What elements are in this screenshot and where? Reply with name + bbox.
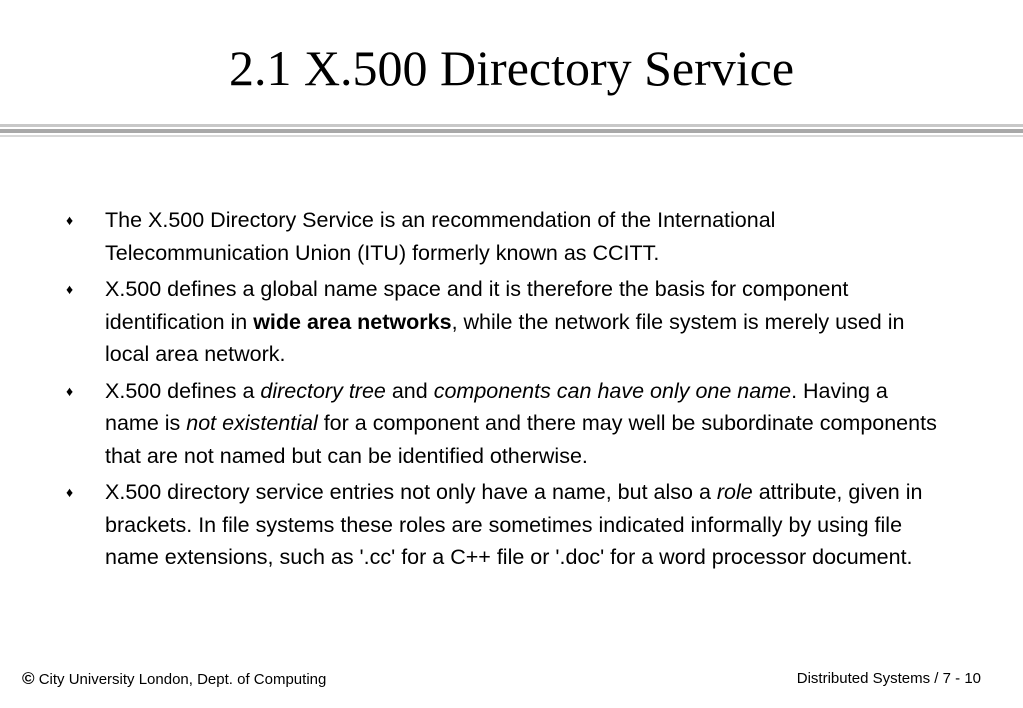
bullet-item-1 [66, 204, 946, 269]
diamond-bullet-icon: ♦ [66, 382, 74, 399]
bullet-text-italic: not existential [186, 411, 318, 435]
bullet-text-segment: X.500 defines a [105, 378, 261, 403]
title-divider-top [0, 124, 1023, 127]
title-divider-bottom [0, 135, 1023, 137]
bullet-text-segment: . Having a name is [105, 378, 888, 435]
bullet-text-segment: , while the network file system is merely used in local area network. [105, 309, 905, 366]
bullet-text [105, 208, 775, 265]
bullet-text-segment: attribute, given in brackets. In file systems these roles are sometimes indicated informally by using file name extensions, such as '.cc' for a C++ file or '.doc' for a word processor document. [105, 480, 923, 569]
bullet-text-italic: components can have only one name [433, 378, 792, 403]
bullet-text [105, 379, 937, 468]
diamond-bullet-icon: ♦ [66, 212, 74, 228]
diamond-bullet-icon: ♦ [66, 281, 74, 297]
bullet-text-bold: wide area networks [253, 309, 452, 334]
bullet-item-2 [66, 273, 946, 371]
bullet-text-segment: X.500 defines a global name space and it is therefore the basis for component identification in [105, 277, 849, 334]
bullet-text-segment: The X.500 Directory Service is an recommendation of the International Telecommunication Union (ITU) formerly known as CCITT. [105, 208, 776, 265]
bullet-item-4 [66, 476, 946, 574]
title-divider-middle [0, 129, 1023, 133]
footer-institution: City University London, Dept. of Computing [34, 671, 327, 688]
bullet-text-segment: for a component and there may well be subordinate components that are not named but can be identified otherwise. [105, 411, 937, 468]
slide-title: 2.1 X.500 Directory Service [228, 40, 795, 96]
bullet-text [105, 277, 904, 366]
bullet-item-3 [66, 375, 946, 473]
footer-left [22, 669, 326, 690]
bullet-list [66, 204, 946, 578]
copyright-icon: © [22, 669, 35, 688]
diamond-bullet-icon: ♦ [66, 484, 74, 500]
bullet-text-segment: and [385, 378, 434, 403]
footer-page-info: Distributed Systems / 7 - 10 [796, 670, 981, 687]
bullet-text-italic: directory tree [260, 378, 386, 403]
bullet-text-italic: role [716, 480, 753, 504]
bullet-text [105, 480, 922, 569]
bullet-text-segment: X.500 directory service entries not only have a name, but also a [105, 480, 717, 504]
